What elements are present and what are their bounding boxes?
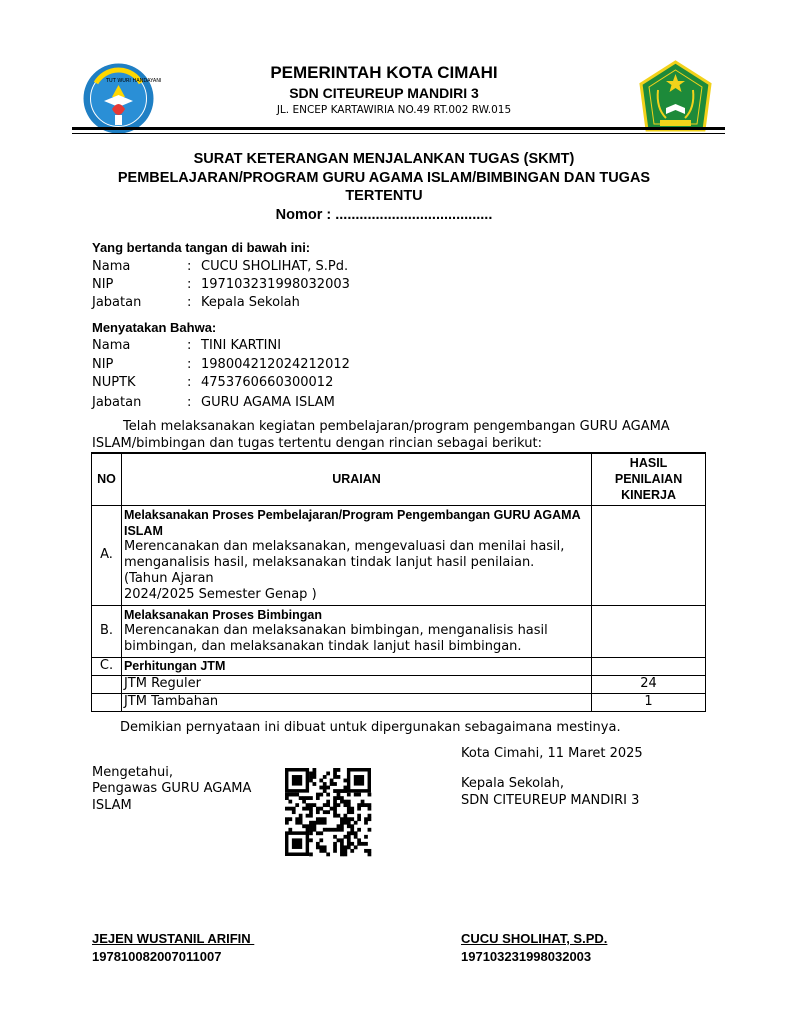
row-c-no: C. bbox=[92, 657, 122, 675]
table-header-row bbox=[92, 453, 706, 505]
title-line-1: SURAT KETERANGAN MENJALANKAN TUGAS (SKMT) bbox=[193, 151, 575, 167]
colon: : bbox=[187, 277, 192, 292]
row-b-result bbox=[592, 605, 706, 657]
header-divider-thick bbox=[72, 127, 725, 130]
title-line-3: TERTENTU bbox=[345, 188, 423, 204]
left-sign-line-2: Pengawas GURU AGAMA bbox=[92, 781, 252, 796]
teacher-nip-value: 198004212024212012 bbox=[201, 357, 350, 372]
header-no: NO bbox=[92, 453, 122, 505]
closing-statement: Demikian pernyataan ini dibuat untuk dipergunakan sebagaimana mestinya. bbox=[120, 720, 621, 735]
jtm-tambahan-no bbox=[92, 693, 122, 711]
left-sign-line-3: ISLAM bbox=[92, 798, 132, 813]
header-hasil-line-1: HASIL bbox=[629, 456, 668, 471]
header-hasil-line-2: PENILAIAN bbox=[614, 472, 683, 487]
header-school: SDN CITEUREUP MANDIRI 3 bbox=[289, 85, 479, 101]
header-hasil bbox=[592, 453, 706, 505]
jtm-tambahan-value: 1 bbox=[592, 693, 706, 711]
table-row bbox=[92, 675, 706, 693]
teacher-position-label: Jabatan bbox=[92, 395, 142, 410]
row-a-line-1: Merencanakan dan melaksanakan, mengevaluasi dan menilai hasil, bbox=[123, 538, 565, 554]
colon: : bbox=[187, 375, 192, 390]
teacher-nuptk-value: 4753760660300012 bbox=[201, 375, 334, 390]
teacher-name-value: TINI KARTINI bbox=[201, 338, 282, 353]
declares-heading: Menyatakan Bahwa: bbox=[92, 320, 217, 335]
row-c-result bbox=[592, 657, 706, 675]
row-a-no: A. bbox=[92, 505, 122, 605]
left-signer-nip: 197810082007011007 bbox=[92, 949, 222, 964]
header-government: PEMERINTAH KOTA CIMAHI bbox=[270, 63, 498, 82]
teacher-position-value: GURU AGAMA ISLAM bbox=[201, 395, 335, 410]
right-signer-nip: 197103231998032003 bbox=[461, 949, 592, 964]
signer-heading: Yang bertanda tangan di bawah ini: bbox=[92, 240, 311, 255]
row-a-line-3: (Tahun Ajaran bbox=[123, 570, 214, 586]
right-sign-line-1: Kepala Sekolah, bbox=[461, 776, 565, 791]
header-hasil-line-3: KINERJA bbox=[621, 488, 676, 503]
table-row bbox=[92, 505, 706, 605]
signer-nip-label: NIP bbox=[92, 277, 114, 292]
header-uraian: URAIAN bbox=[121, 453, 591, 505]
duty-table bbox=[91, 452, 706, 712]
row-b-line-2: bimbingan, dan melaksanakan tindak lanjut hasil bimbingan. bbox=[123, 638, 522, 654]
header-address: JL. ENCEP KARTAWIRIA NO.49 RT.002 RW.015 bbox=[276, 104, 512, 116]
colon: : bbox=[187, 295, 192, 310]
table-row bbox=[92, 693, 706, 711]
right-sign-line-2: SDN CITEUREUP MANDIRI 3 bbox=[461, 793, 640, 808]
right-signer-name: CUCU SHOLIHAT, S.PD. bbox=[461, 931, 608, 946]
intro-line-1: Telah melaksanakan kegiatan pembelajaran/program pengembangan GURU AGAMA bbox=[123, 419, 670, 434]
teacher-nip-label: NIP bbox=[92, 357, 114, 372]
row-b-no: B. bbox=[92, 605, 122, 657]
row-a-title: Melaksanakan Proses Pembelajaran/Program Pengembangan GURU AGAMA ISLAM bbox=[123, 507, 581, 538]
row-c-title: Perhitungan JTM bbox=[121, 657, 591, 675]
left-sign-line-1: Mengetahui, bbox=[92, 765, 173, 780]
table-row bbox=[92, 605, 706, 657]
colon: : bbox=[187, 395, 192, 410]
title-line-2: PEMBELAJARAN/PROGRAM GURU AGAMA ISLAM/BIMBINGAN DAN TUGAS bbox=[117, 170, 651, 186]
jtm-reguler-value: 24 bbox=[592, 675, 706, 693]
row-a-result bbox=[592, 505, 706, 605]
row-a-description bbox=[121, 505, 591, 605]
row-b-line-1: Merencanakan dan melaksanakan bimbingan, menganalisis hasil bbox=[123, 622, 548, 638]
row-a-line-4: 2024/2025 Semester Genap ) bbox=[123, 586, 317, 602]
jtm-reguler-label: JTM Reguler bbox=[121, 675, 591, 693]
jtm-reguler-no bbox=[92, 675, 122, 693]
document-number: Nomor : ....................................... bbox=[275, 207, 493, 223]
colon: : bbox=[187, 259, 192, 274]
colon: : bbox=[187, 357, 192, 372]
signer-nip-value: 197103231998032003 bbox=[201, 277, 350, 292]
left-signer-name: JEJEN WUSTANIL ARIFIN bbox=[92, 931, 255, 946]
teacher-nuptk-label: NUPTK bbox=[92, 375, 136, 390]
row-b-description bbox=[121, 605, 591, 657]
header-divider-thin bbox=[72, 133, 725, 134]
row-a-line-2: menganalisis hasil, melaksanakan tindak lanjut hasil penilaian. bbox=[123, 554, 535, 570]
row-b-title: Melaksanakan Proses Bimbingan bbox=[123, 607, 322, 622]
logo-lettering: TUT WURI HANDAYANI bbox=[106, 78, 162, 84]
signer-position-label: Jabatan bbox=[92, 295, 142, 310]
jtm-tambahan-label: JTM Tambahan bbox=[121, 693, 591, 711]
colon: : bbox=[187, 338, 192, 353]
intro-line-2: ISLAM/bimbingan dan tugas tertentu dengan rincian sebagai berikut: bbox=[92, 436, 543, 451]
signer-name-value: CUCU SHOLIHAT, S.Pd. bbox=[201, 259, 349, 274]
teacher-name-label: Nama bbox=[92, 338, 131, 353]
qr-code bbox=[285, 768, 371, 856]
place-date: Kota Cimahi, 11 Maret 2025 bbox=[461, 746, 643, 761]
signer-name-label: Nama bbox=[92, 259, 131, 274]
signer-position-value: Kepala Sekolah bbox=[201, 295, 300, 310]
table-row bbox=[92, 657, 706, 675]
